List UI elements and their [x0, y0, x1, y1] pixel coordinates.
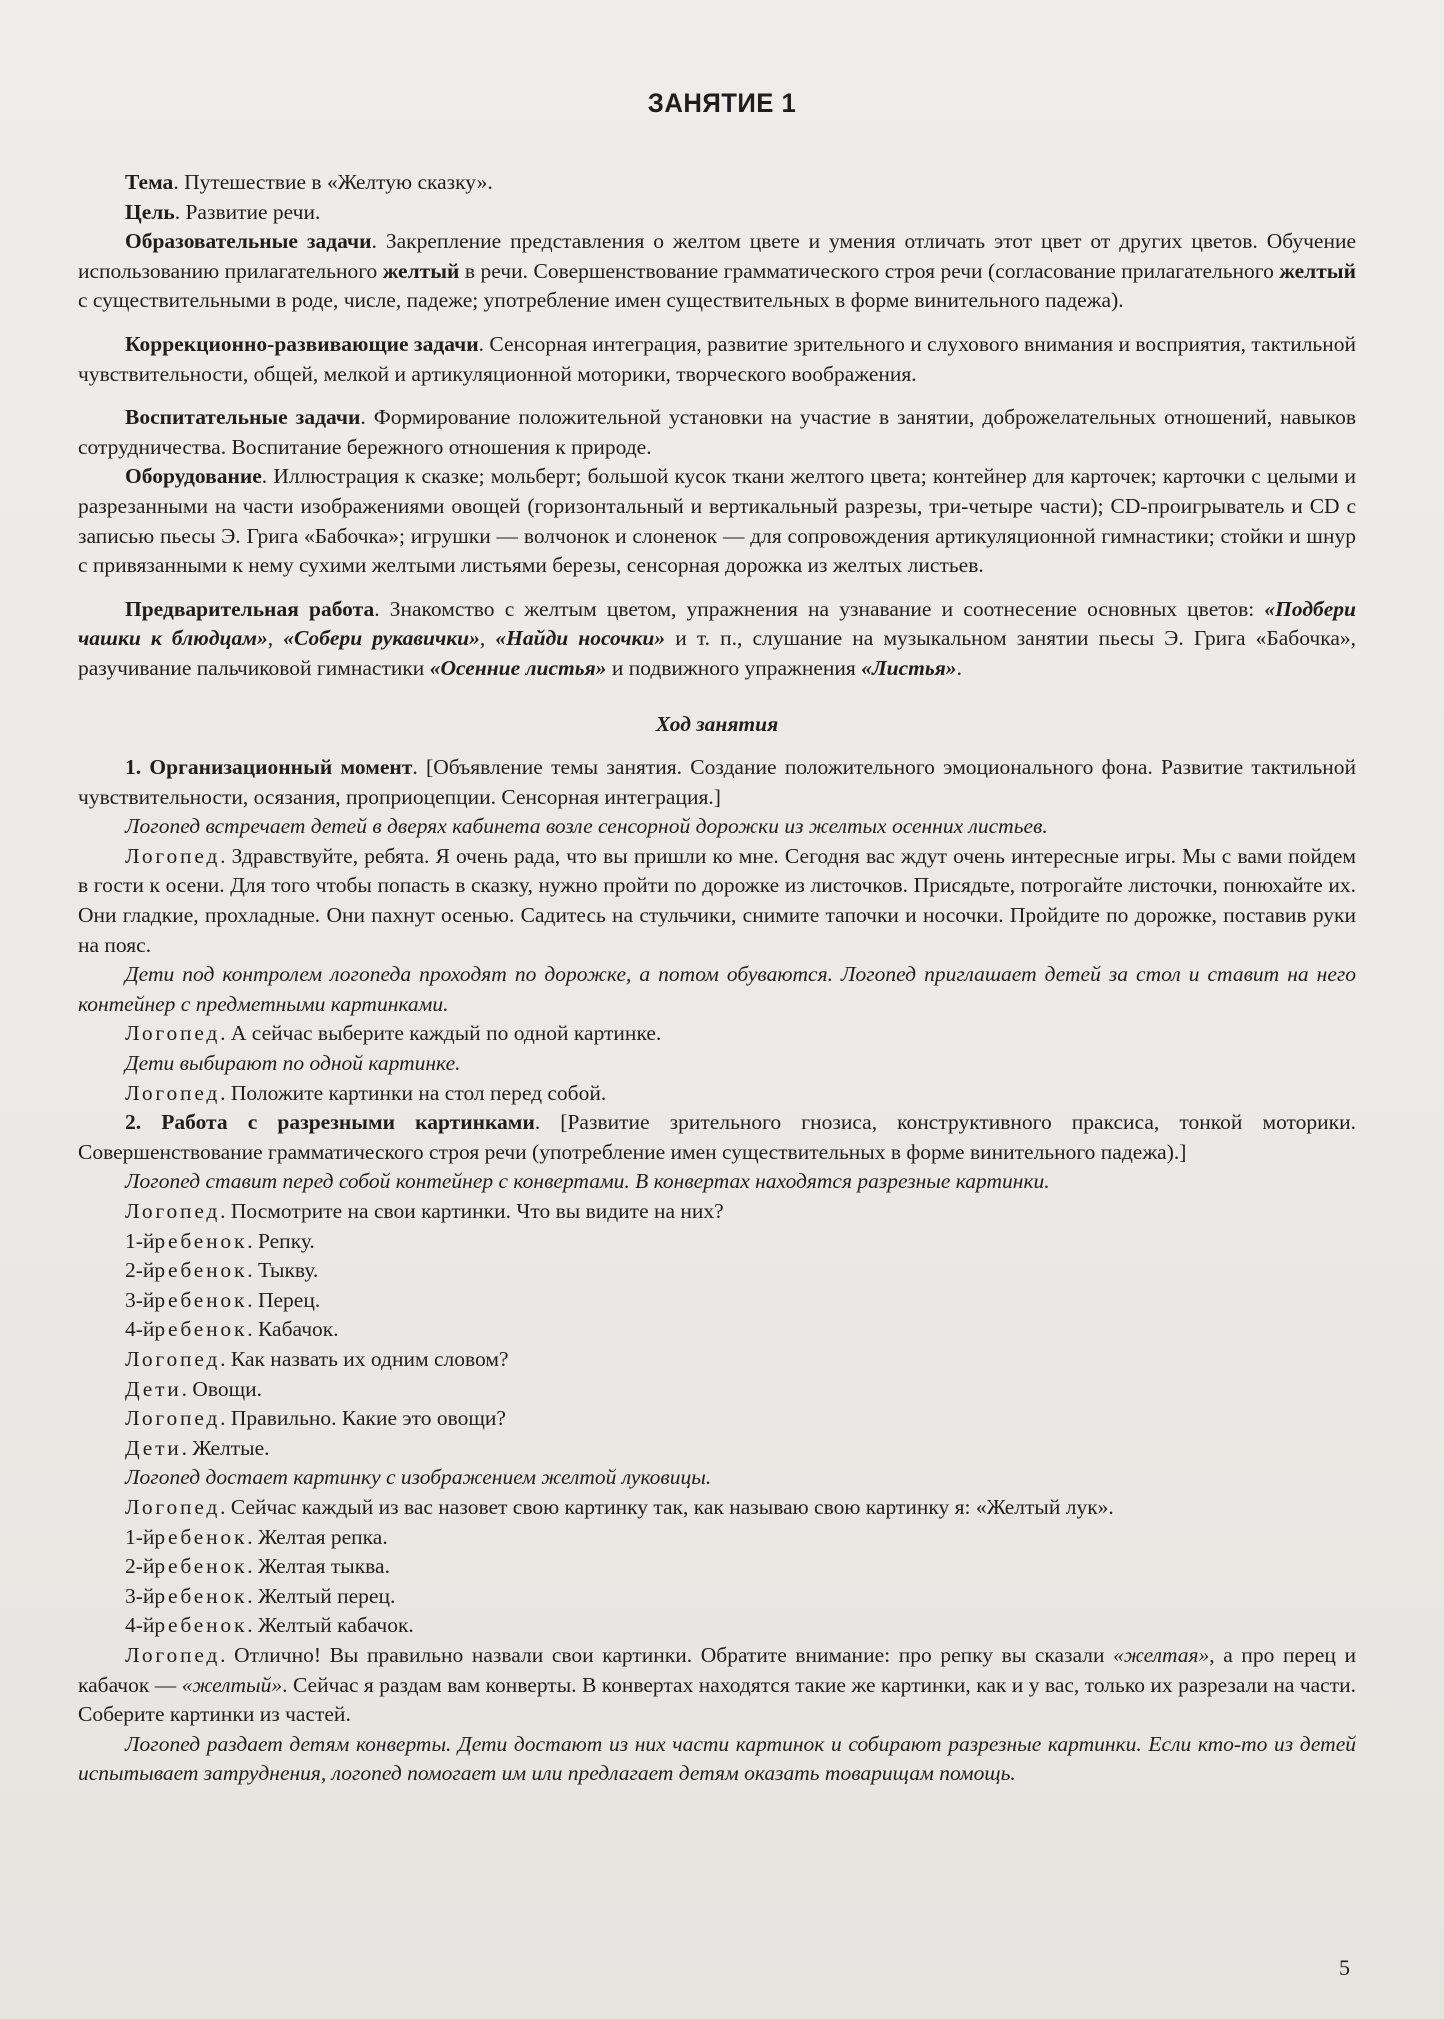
equip-text: . Иллюстрация к сказке; мольберт; большой кусок ткани желтого цвета; контейнер для карточек; карточки с целыми и разрезанными на части изображениями овощей (горизонтальный и вертикальный разрезы, три-четыре части); CD-проигрыватель и CD с записью пьесы Э. Грига «Бабочка»; игрушки — волчонок и слоненок — для сопровождения артикуляционной гимнастики; стойки и шнур с привязанными к нему сухими желтыми листьями березы, сенсорная дорожка из желтых листьев. — [78, 464, 1356, 578]
prep-text: . Знакомство с желтым цветом, упражнения на узнавание и соотнесение основных цветов: — [374, 596, 1265, 621]
quoted-word: «желтый» — [181, 1672, 283, 1697]
equip-label: Оборудование — [125, 464, 262, 489]
theme-text: . Путешествие в «Желтую сказку». — [173, 170, 493, 194]
dialogue-line — [78, 1434, 1356, 1464]
edu-word: желтый — [382, 258, 460, 283]
stage-direction: Логопед достает картинку с изображением желтой луковицы. — [125, 1465, 712, 1490]
child-number: 2-й — [125, 1258, 155, 1283]
child-number: 1-й — [125, 1228, 155, 1253]
corr-label: Коррекционно-развивающие задачи — [125, 331, 479, 356]
speech: . Репку. — [247, 1228, 315, 1253]
speaker: ребенок — [154, 1317, 248, 1342]
speech: . Здравствуйте, ребята. Я очень рада, что вы пришли ко мне. Сегодня вас ждут очень интересные игры. Мы с вами пойдем в гости к осени. Для того чтобы попасть в сказку, нужно пройти по дорожке из листочков. Присядьте, потрогайте листочки, понюхайте их. Они гладкие, прохладные. Они пахнут осенью. Садитесь на стульчики, снимите тапочки и носочки. Пройдите по дорожке, поставив руки на пояс. — [78, 843, 1356, 957]
prep-text: , — [267, 626, 284, 651]
goal-label: Цель — [125, 199, 175, 224]
dialogue-line — [78, 1523, 1356, 1553]
goal-text: . Развитие речи. — [174, 199, 321, 224]
edu-text: с существительными в роде, числе, падеже; употребление имен существительных в форме винительного падежа). — [78, 288, 1124, 313]
child-number: 4-й — [125, 1613, 155, 1638]
speaker: ребенок — [154, 1228, 248, 1253]
speech: . Желтые. — [181, 1435, 270, 1460]
dialogue-line — [78, 1256, 1356, 1286]
speech: . Желтая тыква. — [247, 1554, 390, 1579]
dialogue-line — [78, 1582, 1356, 1612]
game-name: «Осенние листья» — [429, 655, 607, 680]
speech: . Желтая репка. — [247, 1524, 388, 1549]
corr-text: . Сенсорная интеграция, развитие зрительного и слухового внимания и восприятия, тактильной чувствительности, общей, мелкой и артикуляционной моторики, творческого воображения. — [78, 331, 1356, 386]
prep-text: . — [956, 655, 962, 680]
lesson-title: ЗАНЯТИЕ 1 — [647, 88, 797, 118]
speech: . Отлично! Вы правильно назвали свои картинки. Обратите внимание: про репку вы сказали — [220, 1642, 1114, 1667]
theme-label: Тема — [125, 170, 174, 194]
speech: . Сейчас я раздам вам конверты. В конвертах находятся такие же картинки, как и у вас, только их разрезали на части. Соберите картинки из частей. — [78, 1672, 1356, 1727]
stage-direction: Дети под контролем логопеда проходят по дорожке, а потом обуваются. Логопед приглашает детей за стол и ставит на него контейнер с предметными картинками. — [78, 962, 1356, 1016]
stage-direction: Логопед ставит перед собой контейнер с конвертами. В конвертах находятся разрезные картинки. — [125, 1169, 1050, 1194]
speaker: Логопед — [125, 1080, 221, 1105]
dialogue-line — [78, 1286, 1356, 1316]
page-number: 5 — [1339, 1955, 1350, 1980]
child-number: 1-й — [125, 1524, 155, 1549]
speech: . Желтый кабачок. — [247, 1613, 414, 1638]
section-heading: Ход занятия — [655, 711, 779, 736]
dialogue-line — [78, 1315, 1356, 1345]
edu-label: Образовательные задачи — [125, 229, 372, 254]
step2-label: 2. Работа с разрезными картинками — [125, 1110, 535, 1135]
upbr-paragraph — [78, 403, 1356, 462]
speech: . Сейчас каждый из вас назовет свою картинку так, как называю свою картинку я: «Желтый лук». — [220, 1494, 1114, 1519]
speech: . Тыкву. — [247, 1258, 319, 1283]
speaker: Логопед — [125, 1406, 221, 1431]
speaker: Логопед — [125, 1021, 221, 1046]
prep-paragraph — [78, 595, 1356, 684]
step1-paragraph — [78, 753, 1356, 812]
step2-text: . [Развитие зрительного гнозиса, конструктивного праксиса, тонкой моторики. Совершенствование грамматического строя речи (употребление имен существительных в форме винительного падежа).] — [78, 1110, 1356, 1164]
dialogue-line — [78, 1493, 1356, 1523]
speech: . Кабачок. — [247, 1317, 339, 1342]
lesson-content — [78, 168, 1356, 1789]
dialogue-line — [78, 1019, 1356, 1049]
dialogue-line — [78, 1197, 1356, 1227]
dialogue-line — [78, 842, 1356, 960]
speaker: ребенок — [154, 1258, 248, 1283]
prep-text: и т. п., слушание на музыкальном занятии пьесы Э. Грига «Бабочка», разучивание пальчиковой гимнастики — [78, 626, 1357, 680]
dialogue-line — [78, 1345, 1356, 1375]
speech: , а про перец и кабачок — — [78, 1642, 1356, 1697]
prep-text: и подвижного упражнения — [606, 655, 862, 680]
upbr-label: Воспитательные задачи — [125, 405, 361, 430]
upbr-text: . Формирование положительной установки на участие в занятии, доброжелательных отношений, навыков сотрудничества. Воспитание бережного отношения к природе. — [78, 405, 1356, 459]
speaker: ребенок — [154, 1287, 248, 1312]
speaker: Логопед — [125, 843, 221, 868]
goal-paragraph — [78, 198, 1356, 228]
prep-text: , — [479, 626, 496, 651]
edu-paragraph — [78, 227, 1356, 316]
speaker: Логопед — [125, 1199, 221, 1223]
speaker: Дети — [125, 1435, 182, 1460]
speaker: ребенок — [154, 1613, 248, 1638]
stage-direction: Логопед встречает детей в дверях кабинета возле сенсорной дорожки из желтых осенних листьев. — [125, 814, 1048, 839]
dialogue-line — [78, 1611, 1356, 1641]
game-name: «Листья» — [861, 655, 957, 680]
dialogue-line — [78, 1404, 1356, 1434]
dialogue-line — [78, 1079, 1356, 1109]
child-number: 3-й — [125, 1583, 155, 1608]
speech: . Овощи. — [181, 1376, 263, 1401]
dialogue-line — [78, 1552, 1356, 1582]
speech: . Посмотрите на свои картинки. Что вы видите на них? — [220, 1199, 724, 1223]
child-number: 2-й — [125, 1554, 155, 1579]
speaker: ребенок — [154, 1554, 248, 1579]
speaker: Логопед — [125, 1346, 221, 1371]
speech: . Правильно. Какие это овощи? — [220, 1406, 506, 1431]
speech: . А сейчас выберите каждый по одной картинке. — [220, 1021, 662, 1046]
quoted-word: «желтая» — [1113, 1642, 1210, 1667]
stage-direction: Дети выбирают по одной картинке. — [125, 1051, 461, 1076]
child-number: 3-й — [125, 1287, 155, 1312]
corr-paragraph — [78, 330, 1356, 389]
speech: . Положите картинки на стол перед собой. — [220, 1080, 607, 1105]
prep-label: Предварительная работа — [125, 596, 375, 621]
speaker: Логопед — [125, 1642, 221, 1667]
edu-text: . Закрепление представления о желтом цвете и умения отличать этот цвет от других цветов. Обучение использованию прилагательного — [78, 229, 1356, 283]
stage-direction: Логопед раздает детям конверты. Дети достают из них части картинок и собирают разрезные картинки. Если кто-то из детей испытывает затруднения, логопед помогает им или предлагает детям оказать товарищам помощь. — [78, 1731, 1356, 1786]
equip-paragraph — [78, 462, 1356, 580]
game-name: «Подбери чашки к блюдцам» — [78, 596, 1356, 651]
speaker: Логопед — [125, 1494, 221, 1519]
dialogue-line — [78, 1641, 1356, 1730]
step1-label: 1. Организационный момент — [125, 755, 413, 780]
theme-paragraph — [78, 168, 1356, 198]
speech: . Как назвать их одним словом? — [220, 1346, 509, 1371]
game-name: «Собери рукавички» — [283, 626, 480, 651]
game-name: «Найди носочки» — [495, 626, 666, 651]
step1-text: . [Объявление темы занятия. Создание положительного эмоционального фона. Развитие тактильной чувствительности, осязания, проприоцепции. Сенсорная интеграция.] — [78, 755, 1356, 809]
child-number: 4-й — [125, 1317, 155, 1342]
speaker: ребенок — [154, 1524, 248, 1549]
speaker: ребенок — [154, 1583, 248, 1608]
dialogue-line — [78, 1227, 1356, 1257]
speech: . Перец. — [247, 1287, 321, 1312]
edu-word: желтый — [1279, 258, 1356, 283]
speaker: Дети — [125, 1376, 182, 1401]
step2-paragraph — [78, 1108, 1356, 1167]
edu-text: в речи. Совершенствование грамматического строя речи (согласование прилагательного — [459, 258, 1280, 283]
speech: . Желтый перец. — [247, 1583, 396, 1608]
dialogue-line — [78, 1375, 1356, 1405]
